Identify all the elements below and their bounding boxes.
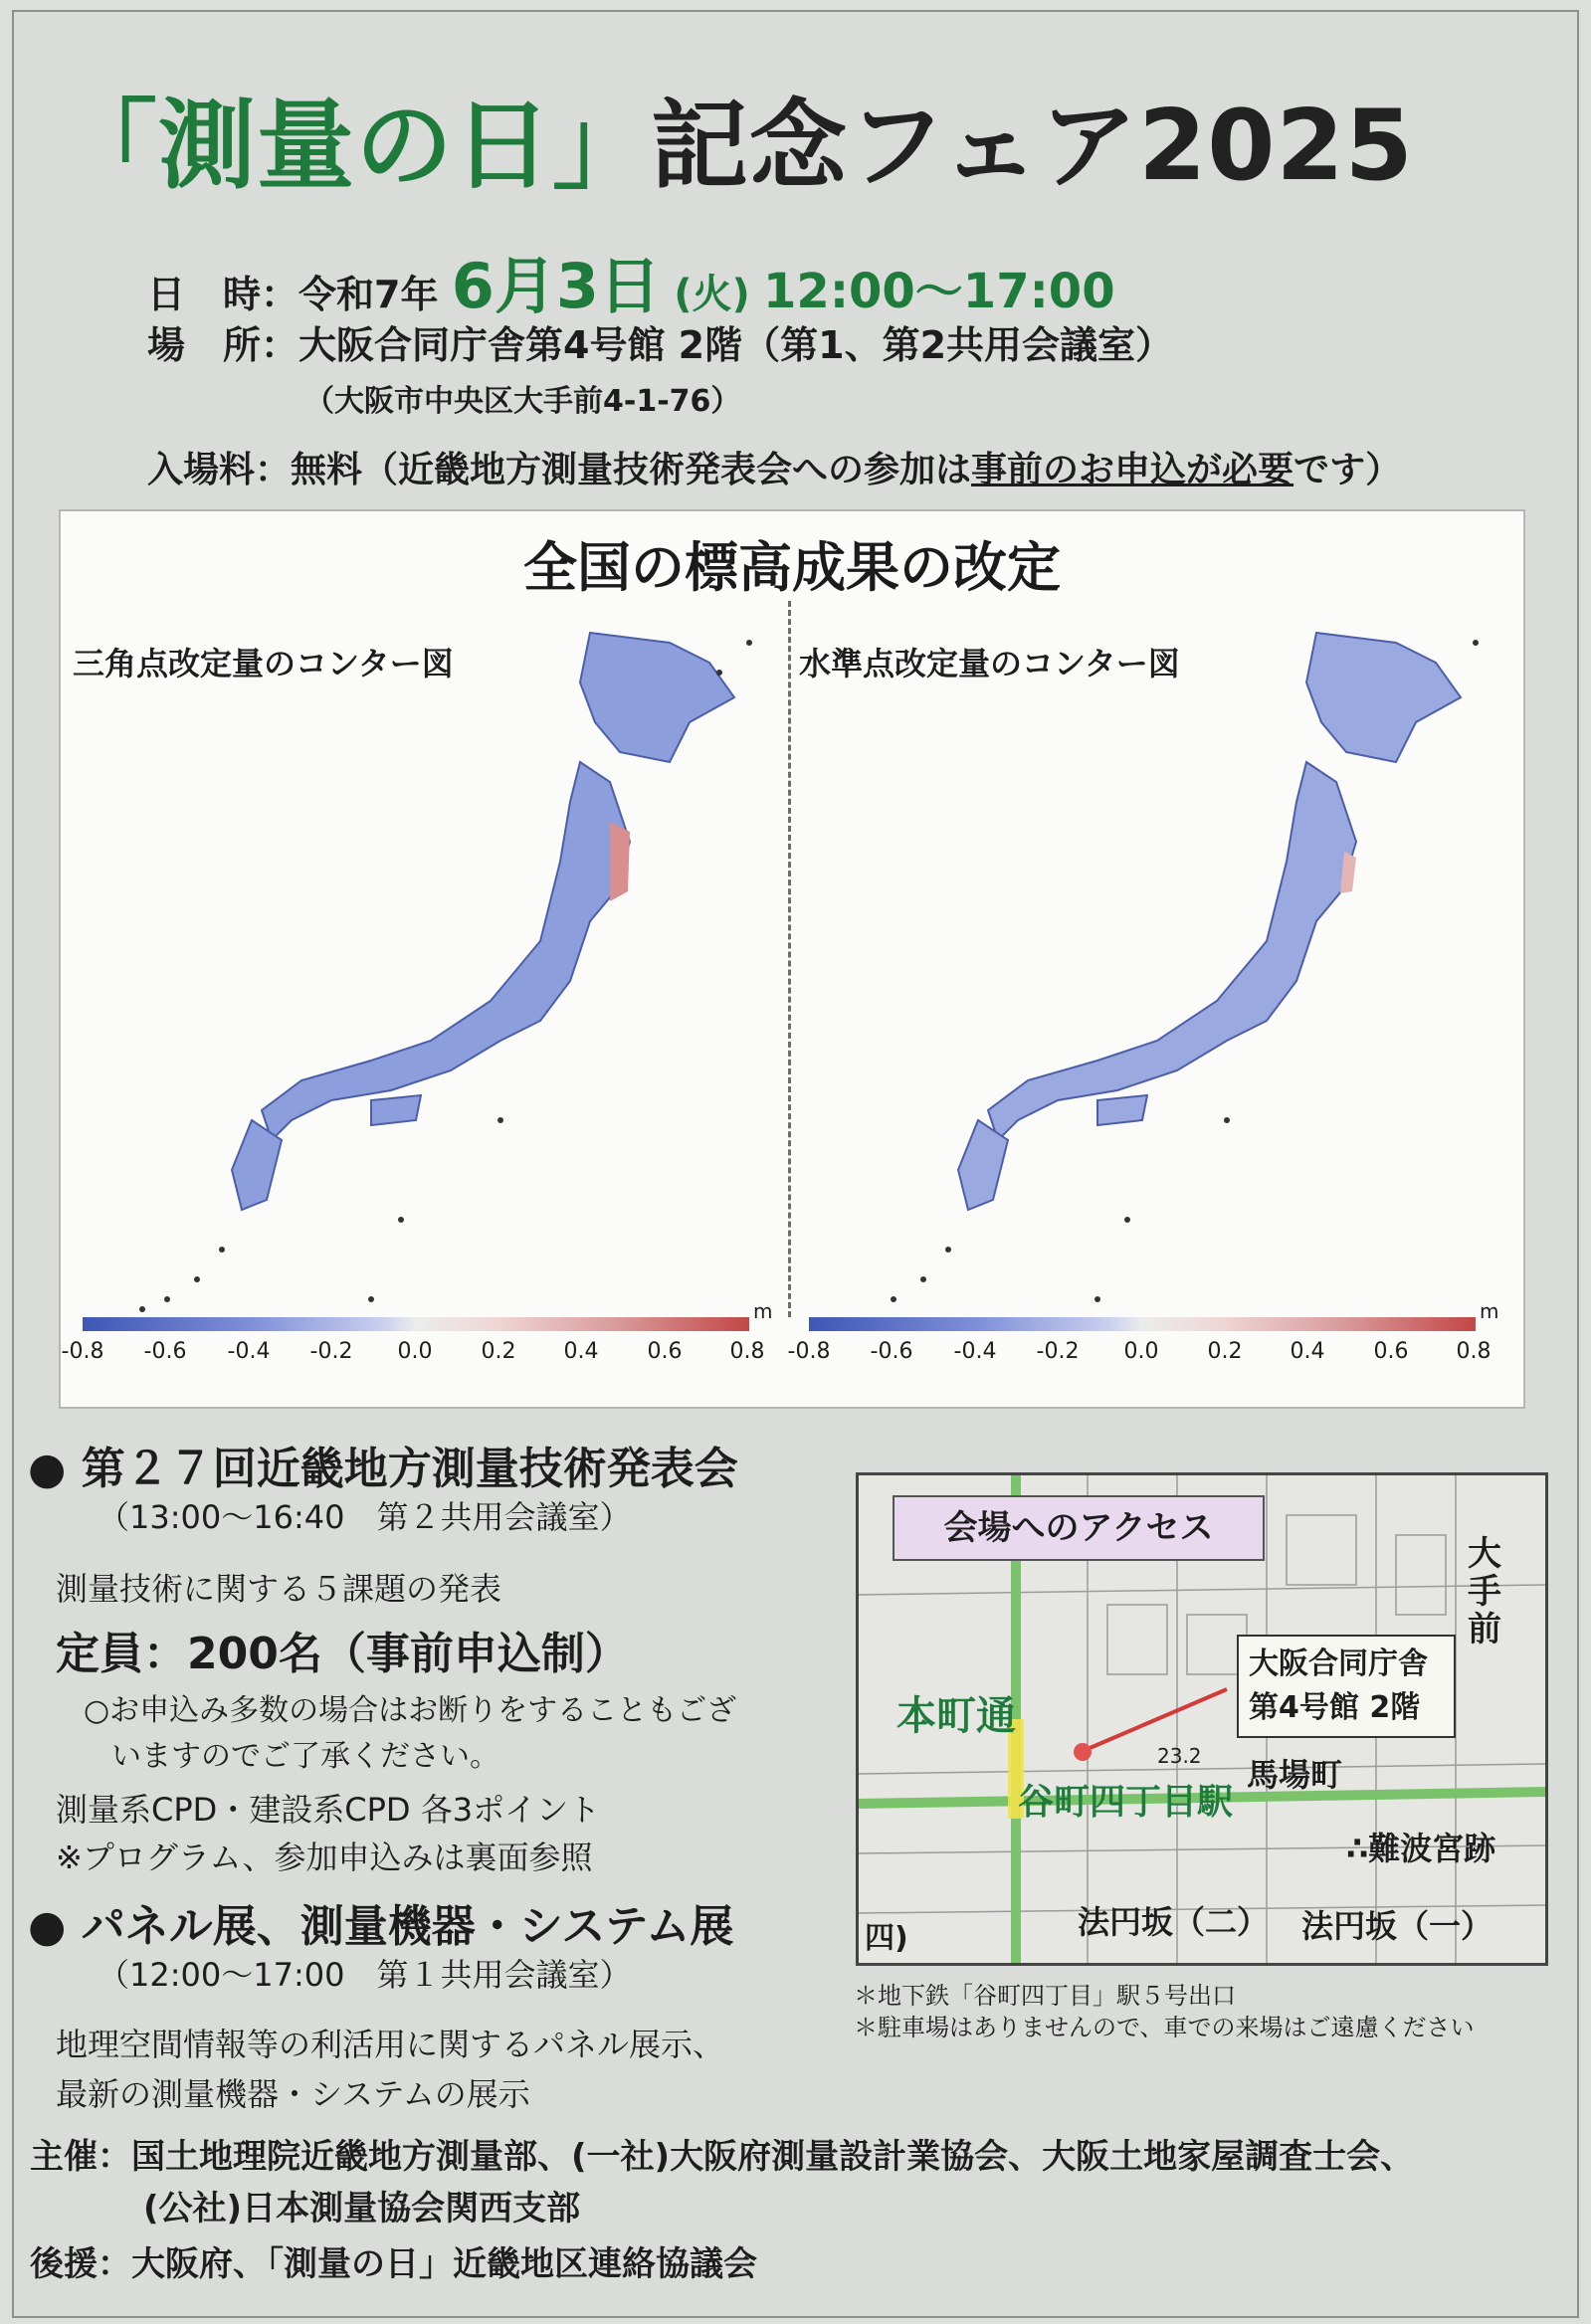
- host-value1: 国土地理院近畿地方測量部、(一社)大阪府測量設計業協会、大阪土地家屋調査士会、: [131, 2137, 1415, 2177]
- section2-heading: [28, 1890, 733, 1954]
- tick: 0.0: [1123, 1339, 1159, 1364]
- horen1-label: 法円坂（一）: [1301, 1907, 1493, 1945]
- left-colorbar-ticks: [61, 1339, 769, 1369]
- fee-label: 入場料：: [147, 450, 292, 490]
- bullet-icon: ●: [28, 1901, 67, 1952]
- right-colorbar-unit: m: [1480, 1299, 1499, 1323]
- date-weekday: (火): [674, 272, 750, 317]
- naniwa-label: ∴難波宮跡: [1346, 1830, 1496, 1867]
- date-label: 日 時：: [147, 273, 299, 316]
- callout-line1: 大阪合同庁舎: [1249, 1646, 1428, 1681]
- host-line: [30, 2129, 1414, 2178]
- fee-value: 無料: [291, 450, 363, 490]
- callout-line2: 第4号館 2階: [1249, 1690, 1421, 1725]
- support-value: 大阪府、「測量の日」近畿地区連絡協議会: [131, 2244, 757, 2284]
- section2-sub: （12:00～17:00 第１共用会議室）: [98, 1956, 632, 1994]
- access-map: [856, 1472, 1548, 1966]
- place-line: [147, 314, 1173, 369]
- host-label: 主催：: [30, 2137, 131, 2177]
- tick: 0.6: [1373, 1339, 1409, 1364]
- tick: -0.4: [953, 1339, 997, 1364]
- section1-cpd: 測量系CPD・建設系CPD 各3ポイント: [56, 1791, 601, 1829]
- tick: 0.6: [647, 1339, 683, 1364]
- tick: -0.8: [61, 1339, 104, 1364]
- tick: -0.6: [870, 1339, 913, 1364]
- venue-callout: [1237, 1635, 1456, 1738]
- fee-note-underline: 事前のお申込が必要: [971, 450, 1294, 490]
- section1-program: ※プログラム、参加申込みは裏面参照: [56, 1839, 593, 1876]
- section2-title: パネル展、測量機器・システム展: [81, 1901, 734, 1952]
- tick: 0.0: [397, 1339, 433, 1364]
- access-note1: ＊地下鉄「谷町四丁目」駅５号出口: [854, 1982, 1236, 2010]
- date-line: [147, 237, 1115, 325]
- section1-capacity: 定員：200名（事前申込制）: [56, 1629, 629, 1679]
- right-colorbar: [809, 1317, 1476, 1331]
- title-part1: 「測量の日」: [60, 90, 652, 203]
- otemae-label: 大手前: [1468, 1534, 1501, 1649]
- tick: -0.8: [787, 1339, 831, 1364]
- left-map-title: 三角点改定量のコンター図: [73, 645, 454, 682]
- left-colorbar: [83, 1317, 749, 1331]
- section1-title: 第２７回近畿地方測量技術発表会: [81, 1444, 738, 1494]
- tick: 0.2: [481, 1339, 516, 1364]
- babacho-label: 馬場町: [1247, 1756, 1343, 1794]
- host-value2: (公社)日本測量協会関西支部: [143, 2189, 581, 2228]
- tick: 0.8: [729, 1339, 765, 1364]
- japan-map-triangulation: [73, 603, 784, 1319]
- support-line: [30, 2236, 757, 2285]
- left-colorbar-unit: m: [753, 1299, 773, 1323]
- left-map-panel: [61, 603, 784, 1389]
- tick: -0.6: [143, 1339, 187, 1364]
- address: （大阪市中央区大手前4-1-76）: [304, 384, 741, 419]
- right-map-title: 水準点改定量のコンター図: [799, 645, 1180, 682]
- tick: 0.4: [1290, 1339, 1325, 1364]
- place-value: 大阪合同庁舎第4号館 2階（第1、第2共用会議室）: [298, 323, 1174, 367]
- tick: 0.4: [563, 1339, 599, 1364]
- contour-maps-figure: [59, 509, 1525, 1409]
- fee-note-pre: （近畿地方測量技術発表会への参加は: [362, 450, 972, 490]
- tick: 0.8: [1456, 1339, 1492, 1364]
- section1-sub: （13:00～16:40 第２共用会議室）: [98, 1498, 632, 1536]
- maps-divider: [788, 601, 791, 1317]
- place-label: 場 所：: [147, 323, 299, 367]
- fee-note-post: です）: [1293, 450, 1402, 490]
- date-era: 令和7年: [298, 273, 439, 316]
- support-label: 後援：: [30, 2244, 131, 2284]
- section1-note2: いますのでご了承ください。: [111, 1739, 499, 1774]
- horen2-label: 法円坂（二）: [1078, 1903, 1270, 1941]
- tick: -0.2: [309, 1339, 353, 1364]
- right-colorbar-ticks: [787, 1339, 1495, 1369]
- right-map-panel: [787, 603, 1510, 1389]
- title-part2: 記念フェア2025: [651, 90, 1414, 203]
- section2-desc1: 地理空間情報等の利活用に関するパネル展示、: [56, 2026, 725, 2063]
- elevation-label: 23.2: [1157, 1744, 1202, 1768]
- fee-line: [147, 442, 1401, 492]
- japan-map-leveling: [799, 603, 1510, 1319]
- tick: -0.4: [227, 1339, 271, 1364]
- access-note2: ＊駐車場はありませんので、車での来場はご遠慮ください: [854, 2014, 1475, 2041]
- bullet-icon: ●: [28, 1444, 67, 1494]
- tick: -0.2: [1036, 1339, 1080, 1364]
- section2-desc2: 最新の測量機器・システムの展示: [56, 2075, 530, 2113]
- date-time: 12:00～17:00: [763, 264, 1115, 319]
- access-badge: 会場へのアクセス: [893, 1495, 1265, 1561]
- poster-title: [60, 68, 1414, 208]
- yon-label: 四): [865, 1921, 908, 1956]
- section1-desc: 測量技術に関する５課題の発表: [56, 1570, 502, 1608]
- honmachi-label: 本町通: [896, 1693, 1016, 1739]
- section1-note1: ○お申込み多数の場合はお断りをすることもござ: [84, 1693, 737, 1728]
- date-day: 6月3日: [451, 250, 661, 322]
- maps-title: 全国の標高成果の改定: [523, 536, 1061, 599]
- tick: 0.2: [1207, 1339, 1243, 1364]
- section1-heading: [28, 1433, 738, 1496]
- station-label: 谷町四丁目駅: [1018, 1782, 1234, 1823]
